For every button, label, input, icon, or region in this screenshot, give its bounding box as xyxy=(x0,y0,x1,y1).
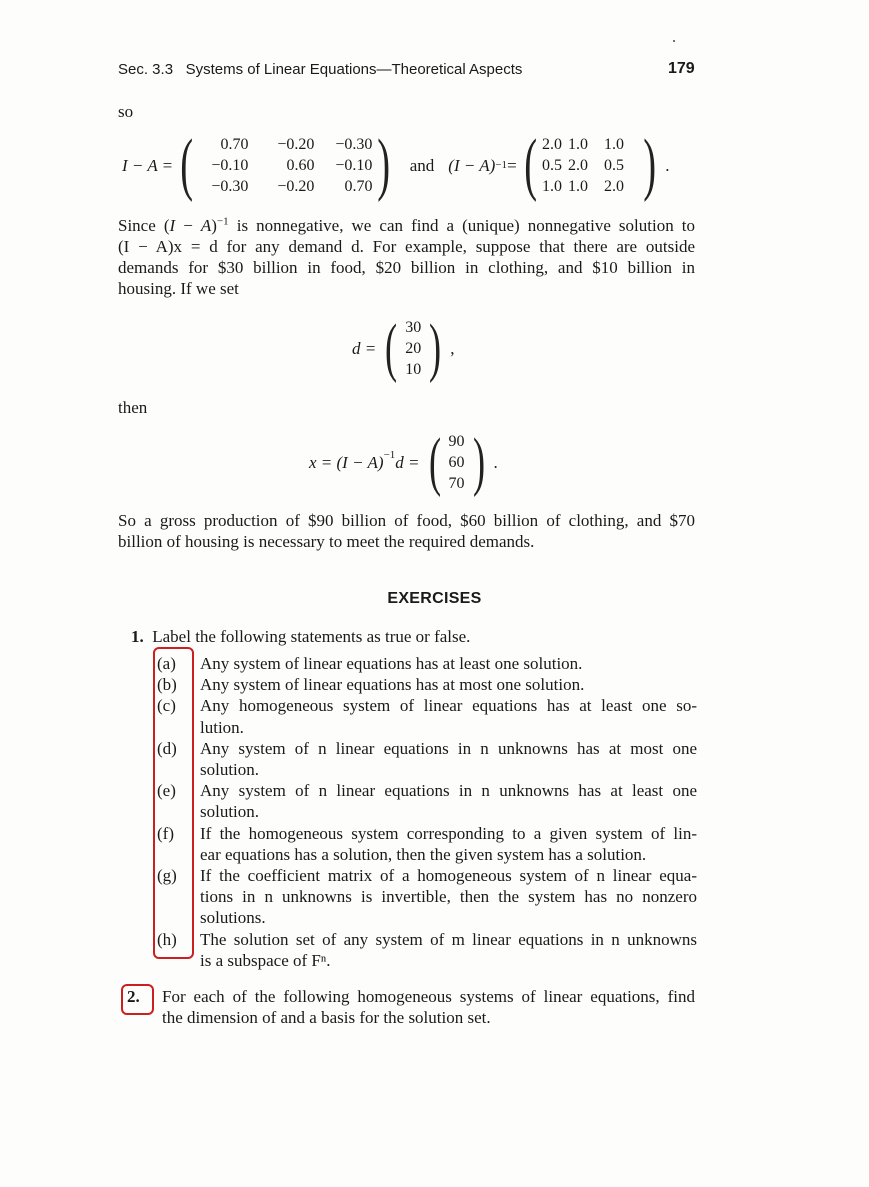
exercise-item xyxy=(157,865,697,929)
line: ear equations has a solution, then the given system has a solution. xyxy=(200,844,647,864)
left-paren: ( xyxy=(180,126,194,203)
exercise-item xyxy=(157,780,697,822)
matrix-cell: 2.0 xyxy=(541,135,562,153)
vector-x xyxy=(424,425,490,498)
section-number: Sec. 3.3 xyxy=(118,61,174,78)
paragraph-so-a-gross xyxy=(118,510,695,552)
matrix-cell: 60 xyxy=(448,453,465,471)
item-text xyxy=(200,929,697,971)
text-then: then xyxy=(118,398,148,417)
paragraph-since xyxy=(118,215,695,299)
matrix-cell: −0.10 xyxy=(211,156,249,174)
matrix-cell: 90 xyxy=(448,432,465,450)
item-label: (e) xyxy=(157,781,176,801)
matrix-i-minus-a xyxy=(175,126,396,203)
line: housing. If we set xyxy=(118,279,239,298)
line: demands for $30 billion in food, $20 billion in clothing, and $10 billion in xyxy=(118,258,695,277)
matrix-cell: 2.0 xyxy=(567,156,588,174)
text: is nonnegative, we can find a (unique) nonnegative solution to xyxy=(228,216,695,235)
matrix-cell: −0.20 xyxy=(277,135,315,153)
item-text xyxy=(200,653,697,674)
equation-x xyxy=(309,425,498,498)
matrix-cell: 1.0 xyxy=(541,177,562,195)
matrix-cell: 2.0 xyxy=(603,177,624,195)
exercise-number: 2. xyxy=(127,987,140,1006)
matrix-cell: 10 xyxy=(405,360,422,378)
left-paren: ( xyxy=(428,425,441,498)
right-paren: ) xyxy=(377,126,391,203)
exercise-prompt: Label the following statements as true or false. xyxy=(152,627,471,646)
matrix-cell: −0.20 xyxy=(277,177,315,195)
vector-grid xyxy=(446,431,468,494)
running-header xyxy=(118,61,522,78)
annotation-highlight-box xyxy=(153,647,194,959)
comma: , xyxy=(450,338,455,358)
lhs-d-eq: d = xyxy=(395,452,420,472)
item-label: (f) xyxy=(157,823,174,843)
exercise-2-line xyxy=(127,986,695,1007)
matrix-cell: 1.0 xyxy=(567,177,588,195)
matrix-cell: 0.5 xyxy=(603,156,624,174)
text-so: so xyxy=(118,102,134,121)
matrix-cell: 1.0 xyxy=(603,135,624,153)
superscript: −1 xyxy=(216,215,229,228)
exercise-1-header xyxy=(131,626,470,647)
line: Any homogeneous system of linear equations has at least one so- xyxy=(200,696,697,716)
line xyxy=(118,215,695,236)
item-label: (b) xyxy=(157,675,177,695)
equation-d xyxy=(352,311,455,384)
superscript: −1 xyxy=(383,449,396,461)
matrix-inverse xyxy=(519,126,662,203)
item-text xyxy=(200,674,697,695)
item-text xyxy=(200,738,697,780)
exercise-item xyxy=(157,929,697,971)
text-and: and xyxy=(409,155,435,175)
exercise-item xyxy=(157,695,697,737)
item-label: (h) xyxy=(157,929,177,949)
matrix-grid xyxy=(542,134,638,197)
line: billion of housing is necessary to meet the required demands. xyxy=(118,532,535,551)
right-paren: ) xyxy=(643,126,657,203)
item-label: (c) xyxy=(157,696,176,716)
lhs-inverse: (I − A) xyxy=(448,155,496,175)
line: So a gross production of $90 billion of food, $60 billion of clothing, and $70 xyxy=(118,511,695,530)
exercise-1-items xyxy=(157,653,697,971)
matrix-cell: 0.70 xyxy=(220,135,249,153)
line: solution. xyxy=(200,760,260,780)
line: If the coefficient matrix of a homogeneous system of n linear equa- xyxy=(200,866,697,886)
matrix-cell: −0.30 xyxy=(211,177,249,195)
line: Any system of n linear equations in n unknowns has at most one xyxy=(200,738,697,758)
vector-grid xyxy=(402,317,424,380)
matrix-cell: 0.60 xyxy=(286,156,315,174)
item-label: (d) xyxy=(157,738,177,758)
line: (I − A)x = d for any demand d. For example, suppose that there are outside xyxy=(118,237,695,256)
exercises-heading: EXERCISES xyxy=(387,590,482,607)
lhs-x: x = (I − A) xyxy=(309,452,384,472)
line: If the homogeneous system corresponding to a given system of lin- xyxy=(200,823,697,843)
line: The solution set of any system of m linear equations in n unknowns xyxy=(200,929,697,949)
period: . xyxy=(493,452,498,472)
right-paren: ) xyxy=(429,311,442,384)
section-title: Systems of Linear Equations—Theoretical Aspects xyxy=(185,61,523,78)
text: A xyxy=(200,216,212,235)
matrix-cell: 1.0 xyxy=(567,135,588,153)
item-label: (g) xyxy=(157,866,177,886)
speck xyxy=(673,40,675,42)
left-paren: ( xyxy=(385,311,398,384)
item-text xyxy=(200,695,697,737)
text: ) xyxy=(211,216,217,235)
exercise-2 xyxy=(127,986,695,1028)
exercise-item xyxy=(157,674,697,695)
annotation-highlight-box-2 xyxy=(121,984,154,1015)
exercise-item xyxy=(157,653,697,674)
matrix-cell: 70 xyxy=(448,474,465,492)
left-paren: ( xyxy=(523,126,537,203)
item-text xyxy=(200,823,697,865)
line: Any system of n linear equations in n unknowns has at least one xyxy=(200,781,697,801)
line: Any system of linear equations has at most one solution. xyxy=(200,675,585,695)
page-number: 179 xyxy=(668,60,695,77)
matrix-cell: 30 xyxy=(405,318,422,336)
line: tions in n unknowns is invertible, then the system has no nonzero xyxy=(200,887,697,907)
period: . xyxy=(665,155,670,175)
matrix-cell: 0.5 xyxy=(541,156,562,174)
equation-matrices xyxy=(122,127,670,203)
matrix-cell: −0.10 xyxy=(335,156,373,174)
line: solutions. xyxy=(200,908,266,928)
text: Since ( xyxy=(118,216,170,235)
exercise-item xyxy=(157,823,697,865)
item-text xyxy=(200,780,697,822)
matrix-cell: 20 xyxy=(405,339,422,357)
text: − xyxy=(175,216,201,235)
item-text xyxy=(200,865,697,929)
item-label: (a) xyxy=(157,654,176,673)
superscript: −1 xyxy=(495,159,508,171)
matrix-cell: −0.30 xyxy=(335,135,373,153)
lhs-i-minus-a: I − A = xyxy=(122,155,174,175)
line: lution. xyxy=(200,717,244,737)
matrix-cell: 0.70 xyxy=(344,177,373,195)
exercise-item xyxy=(157,738,697,780)
line: Any system of linear equations has at least one solution. xyxy=(200,654,583,673)
line: is a subspace of Fⁿ. xyxy=(200,950,331,970)
equals: = xyxy=(507,155,517,175)
lhs-d: d = xyxy=(352,338,377,358)
line: For each of the following homogeneous systems of linear equations, find xyxy=(162,987,695,1006)
line: solution. xyxy=(200,802,260,822)
text: I xyxy=(169,216,176,235)
vector-d xyxy=(380,311,446,384)
line: the dimension of and a basis for the solution set. xyxy=(162,1008,491,1027)
matrix-grid xyxy=(198,134,372,197)
right-paren: ) xyxy=(472,425,485,498)
exercise-number: 1. xyxy=(131,627,144,646)
